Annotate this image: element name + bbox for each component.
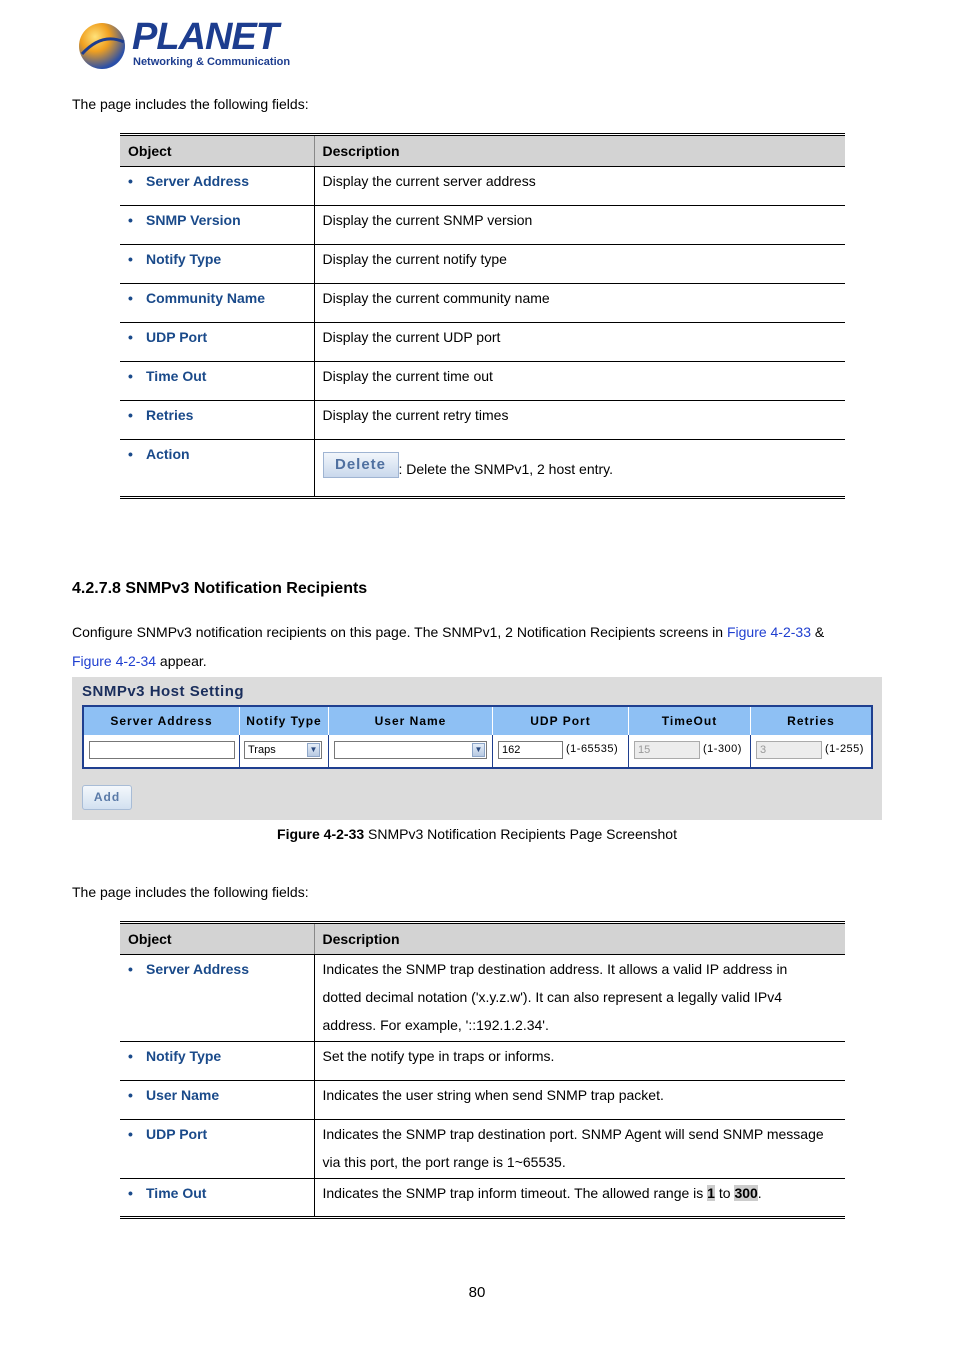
table-row: [120, 206, 845, 245]
col-notify-type: Notify Type: [240, 707, 329, 735]
description-cell: Indicates the SNMP trap destination port. SNMP Agent will send SNMP message via this port, the port range is 1~65535.: [314, 1120, 845, 1179]
add-button[interactable]: Add: [82, 785, 132, 810]
object-cell: • UDP Port: [120, 323, 314, 362]
object-cell: • Server Address: [120, 167, 314, 206]
header-description: Description: [314, 923, 845, 955]
table-row: [120, 401, 845, 440]
body-paragraph-line-1: Configure SNMPv3 notification recipients on this page. The SNMPv1, 2 Notification Recipients screens in Figure 4-2-33 &: [72, 624, 825, 640]
object-cell: • UDP Port: [120, 1120, 314, 1179]
col-server-address: Server Address: [84, 707, 240, 735]
object-cell: • Action: [120, 440, 314, 498]
description-cell: Indicates the SNMP trap destination address. It allows a valid IP address in dotted decimal notation ('x.y.z.w'). It can also represent a legally valid IPv4 address. For example, '::192.1.2.34'.: [314, 955, 845, 1042]
description-cell: Indicates the SNMP trap inform timeout. The allowed range is 1 to 300.: [314, 1179, 845, 1218]
section-heading: 4.2.7.8 SNMPv3 Notification Recipients: [72, 580, 368, 597]
table-row: [120, 284, 845, 323]
description-cell: Indicates the user string when send SNMP trap packet.: [314, 1081, 845, 1120]
col-user-name: User Name: [329, 707, 493, 735]
description-cell: Display the current UDP port: [314, 323, 845, 362]
logo-subtitle: Networking & Communication: [133, 56, 291, 68]
description-cell: Display the current community name: [314, 284, 845, 323]
snmpv3-host-setting-screenshot: [72, 677, 882, 820]
table-row: [120, 440, 845, 498]
description-cell: Display the current server address: [314, 167, 845, 206]
fields-table-2: [120, 921, 845, 1219]
retries-input[interactable]: 3: [756, 741, 822, 759]
description-cell: Delete : Delete the SNMPv1, 2 host entry.: [314, 440, 845, 498]
table-row: [120, 1179, 845, 1218]
description-cell: Display the current time out: [314, 362, 845, 401]
retries-range: (1-255): [825, 743, 864, 755]
page-number: 80: [468, 1284, 486, 1301]
table-row: [120, 955, 845, 1042]
timeout-input[interactable]: 15: [634, 741, 700, 759]
header-object: Object: [120, 923, 314, 955]
description-cell: Display the current retry times: [314, 401, 845, 440]
table-header-row: [120, 135, 845, 167]
object-cell: • Time Out: [120, 362, 314, 401]
description-cell: Display the current notify type: [314, 245, 845, 284]
object-cell: • Time Out: [120, 1179, 314, 1218]
header-description: Description: [314, 135, 845, 167]
udp-port-input[interactable]: 162: [498, 741, 563, 759]
object-cell: • Notify Type: [120, 245, 314, 284]
description-cell: Display the current SNMP version: [314, 206, 845, 245]
user-name-select[interactable]: [334, 741, 487, 759]
chevron-down-icon: ▼: [307, 743, 320, 757]
table-row: [120, 323, 845, 362]
col-timeout: TimeOut: [629, 707, 751, 735]
timeout-range: (1-300): [703, 743, 742, 755]
table-row: [120, 1120, 845, 1179]
col-udp-port: UDP Port: [493, 707, 629, 735]
globe-icon: [76, 20, 128, 72]
figure-link-4-2-33[interactable]: Figure 4-2-33: [726, 624, 811, 640]
chevron-down-icon: ▼: [472, 743, 485, 757]
object-cell: • Community Name: [120, 284, 314, 323]
table-row: [120, 1042, 845, 1081]
table-row: [120, 245, 845, 284]
description-cell: Set the notify type in traps or informs.: [314, 1042, 845, 1081]
header-object: Object: [120, 135, 314, 167]
fields-table-1: [120, 133, 845, 499]
body-paragraph-line-2: Figure 4-2-34 appear.: [72, 653, 207, 669]
col-retries: Retries: [751, 707, 871, 735]
table-row: [120, 362, 845, 401]
object-cell: • SNMP Version: [120, 206, 314, 245]
table-header-row: [120, 923, 845, 955]
figure-link-4-2-34[interactable]: Figure 4-2-34: [72, 653, 157, 669]
host-setting-grid: [82, 705, 873, 769]
table-row: [120, 167, 845, 206]
intro-text-2: The page includes the following fields:: [72, 884, 309, 900]
figure-caption: Figure 4-2-33 SNMPv3 Notification Recipients Page Screenshot: [277, 826, 677, 842]
object-cell: • Retries: [120, 401, 314, 440]
panel-title: SNMPv3 Host Setting: [82, 683, 245, 700]
notify-type-select[interactable]: Traps ▼: [244, 741, 322, 759]
udp-port-range: (1-65535): [566, 743, 619, 755]
planet-logo: [76, 16, 291, 74]
object-cell: • Notify Type: [120, 1042, 314, 1081]
object-cell: • User Name: [120, 1081, 314, 1120]
table-row: [120, 1081, 845, 1120]
delete-button[interactable]: Delete: [323, 452, 399, 478]
object-cell: • Server Address: [120, 955, 314, 1042]
intro-text-1: The page includes the following fields:: [72, 96, 309, 112]
logo-wordmark: PLANET: [132, 16, 278, 58]
server-address-input[interactable]: [89, 741, 235, 759]
